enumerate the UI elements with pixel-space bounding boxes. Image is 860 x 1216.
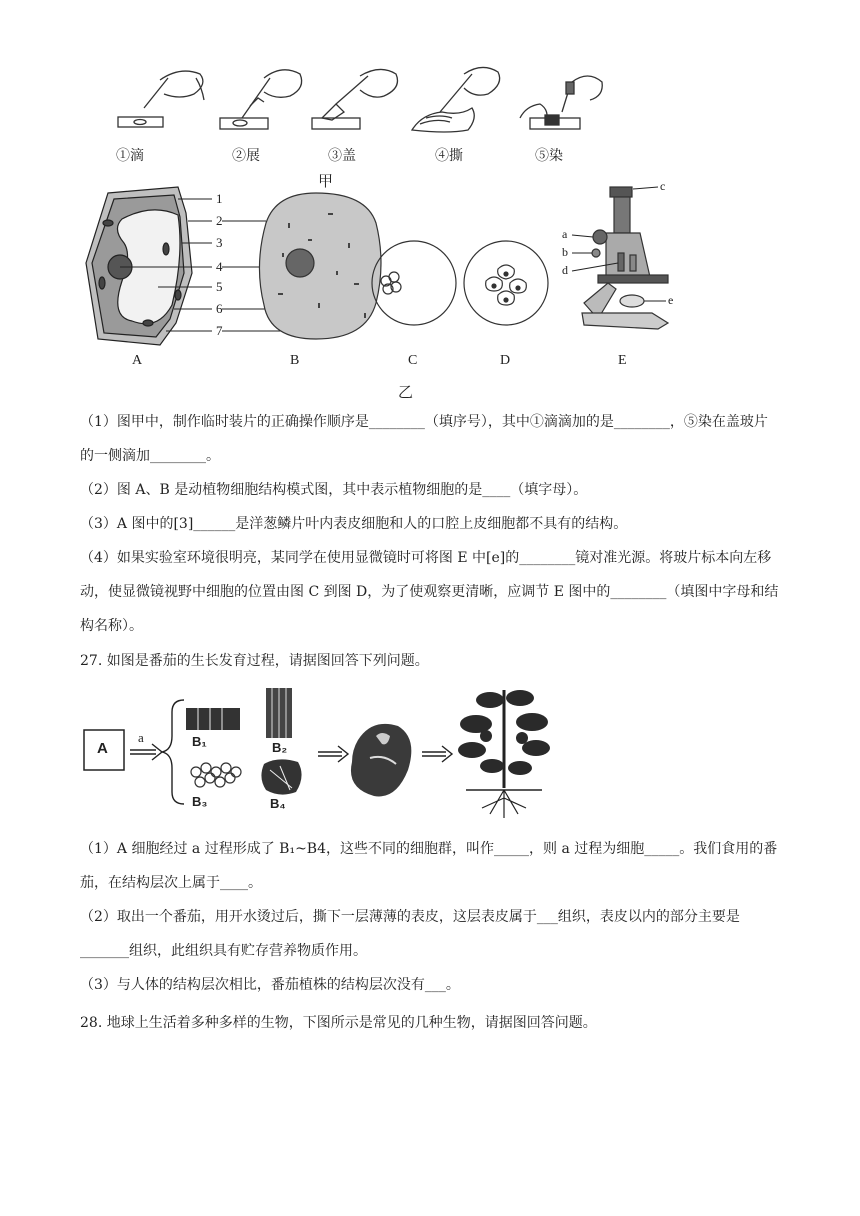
tissue-B4-image <box>261 759 301 794</box>
q26-part-3 <box>80 507 780 541</box>
microscope-label-d: d <box>562 263 568 277</box>
cell-number-4: 4 <box>216 259 223 274</box>
step-2-spread-image <box>220 70 302 129</box>
animal-cell-B <box>259 193 381 339</box>
step-5-stain-image <box>520 76 602 129</box>
cell-number-3: 3 <box>216 235 223 250</box>
microscope-E <box>582 187 668 329</box>
view-D <box>464 241 548 325</box>
step-1-drop-image <box>118 71 204 127</box>
q27-part-3-text: （3）与人体的结构层次相比，番茄植株的结构层次没有___。 <box>80 977 460 993</box>
microscope-label-b: b <box>562 245 568 259</box>
q27-part-2-text: （2）取出一个番茄，用开水烫过后，撕下一层薄薄的表皮，这层表皮属于___组织，表皮以内的部分主要是_______组织，此组织具有贮存营养物质作用。 <box>80 909 740 959</box>
step-4-tear-image <box>412 67 500 132</box>
q28-title: 28. 地球上生活着多种多样的生物，下图所示是常见的几种生物，请据图回答问题。 <box>80 1015 597 1031</box>
tissue-B1-image <box>186 708 240 730</box>
q27-part-1 <box>80 832 780 900</box>
cell-number-1: 1 <box>216 191 223 206</box>
figure-yi-drawings <box>78 183 778 363</box>
q26-part-4-text: （4）如果实验室环境很明亮，某同学在使用显微镜时可将图 E 中[e]的________镜对准光源。将玻片标本向左移动，使显微镜视野中细胞的位置由图 C 到图 D，为了使观察更清晰，应调节 E 图中的________（填图中字母和结构名称）。 <box>80 550 779 634</box>
step-illustrations <box>100 60 620 140</box>
figure-yi <box>78 179 778 408</box>
q26-part-2-text: （2）图 A、B 是动植物细胞结构模式图，其中表示植物细胞的是____（填字母）。 <box>80 482 588 498</box>
q26-part-1-text: （1）图甲中，制作临时装片的正确操作顺序是________（填序号），其中①滴滴加的是________，⑤染在盖玻片的一侧滴加________。 <box>80 414 768 464</box>
tissue-B3-image <box>191 763 241 787</box>
panel-label-B: B <box>290 353 300 368</box>
tissue-label-B4: B₄ <box>270 796 286 811</box>
panel-label-C: C <box>408 353 418 368</box>
figure-yi-caption: 乙 <box>398 383 414 401</box>
cell-number-2: 2 <box>216 213 223 228</box>
figure-jia <box>100 60 620 190</box>
cell-number-5: 5 <box>216 279 223 294</box>
step-label-5: ⑤染 <box>535 148 563 164</box>
q27-part-1-text: （1）A 细胞经过 a 过程形成了 B₁~B4，这些不同的细胞群，叫作_____，则 a 过程为细胞_____。我们食用的番茄，在结构层次上属于____。 <box>80 841 778 891</box>
q26-part-1 <box>80 405 780 473</box>
step-label-1: ①滴 <box>116 148 144 164</box>
q27-part-3 <box>80 968 780 1002</box>
q27-part-2 <box>80 900 780 968</box>
panel-label-E: E <box>618 353 627 368</box>
diagram-arrow-label: a <box>138 730 144 745</box>
microscope-label-a: a <box>562 227 568 241</box>
step-3-cover-image <box>312 69 398 129</box>
tissue-label-B1: B₁ <box>192 734 207 749</box>
panel-label-D: D <box>500 353 511 368</box>
microscope-label-e: e <box>668 293 674 307</box>
step-label-3: ③盖 <box>328 148 356 164</box>
diagram-box-label: A <box>97 740 108 757</box>
q26-part-3-text: （3）A 图中的[3]______是洋葱鳞片叶内表皮细胞和人的口腔上皮细胞都不具有的结构。 <box>80 516 628 532</box>
microscope-label-c: c <box>660 179 666 193</box>
cell-number-7: 7 <box>216 323 223 338</box>
tomato-plant-image <box>458 690 550 818</box>
tissue-label-B3: B₃ <box>192 794 208 809</box>
cell-number-6: 6 <box>216 301 223 316</box>
plant-cell-A <box>86 187 192 345</box>
tissue-label-B2: B₂ <box>272 740 288 755</box>
tomato-diagram-drawing <box>80 680 560 825</box>
q26-part-4 <box>80 541 780 643</box>
tomato-diagram <box>80 680 560 825</box>
step-label-2: ②展 <box>232 148 260 164</box>
q27-title: 27. 如图是番茄的生长发育过程，请据图回答下列问题。 <box>80 653 429 669</box>
q26-part-2 <box>80 473 780 507</box>
panel-label-A: A <box>132 353 143 368</box>
tomato-fruit-image <box>351 724 411 797</box>
step-label-4: ④撕 <box>435 148 463 164</box>
view-C <box>372 241 456 325</box>
figure-jia-caption: 甲 <box>318 172 334 190</box>
tissue-B2-image <box>266 688 292 738</box>
